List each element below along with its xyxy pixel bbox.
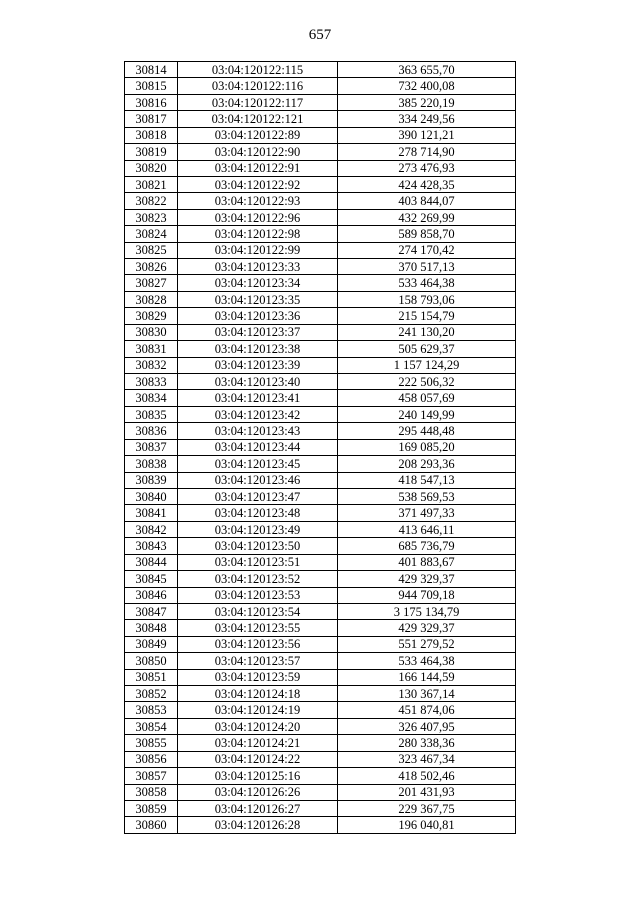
row-number-cell: 30842 <box>125 521 178 537</box>
table-body <box>125 62 516 834</box>
table-row <box>125 144 516 160</box>
cadastral-number-cell: 03:04:120122:90 <box>178 144 338 160</box>
value-cell: 323 467,34 <box>338 751 516 767</box>
table-row <box>125 751 516 767</box>
cadastral-number-cell: 03:04:120125:16 <box>178 768 338 784</box>
value-cell: 432 269,99 <box>338 209 516 225</box>
cadastral-number-cell: 03:04:120123:39 <box>178 357 338 373</box>
cadastral-number-cell: 03:04:120123:55 <box>178 620 338 636</box>
table-row <box>125 505 516 521</box>
row-number-cell: 30840 <box>125 488 178 504</box>
row-number-cell: 30815 <box>125 78 178 94</box>
table-row <box>125 62 516 78</box>
row-number-cell: 30827 <box>125 275 178 291</box>
row-number-cell: 30814 <box>125 62 178 78</box>
value-cell: 278 714,90 <box>338 144 516 160</box>
value-cell: 533 464,38 <box>338 653 516 669</box>
table-row <box>125 439 516 455</box>
table-row <box>125 521 516 537</box>
row-number-cell: 30830 <box>125 324 178 340</box>
value-cell: 196 040,81 <box>338 817 516 833</box>
cadastral-number-cell: 03:04:120126:27 <box>178 800 338 816</box>
cadastral-number-cell: 03:04:120122:99 <box>178 242 338 258</box>
value-cell: 451 874,06 <box>338 702 516 718</box>
value-cell: 429 329,37 <box>338 571 516 587</box>
table-row <box>125 374 516 390</box>
cadastral-number-cell: 03:04:120122:115 <box>178 62 338 78</box>
table-row <box>125 341 516 357</box>
cadastral-number-cell: 03:04:120123:43 <box>178 423 338 439</box>
value-cell: 413 646,11 <box>338 521 516 537</box>
row-number-cell: 30847 <box>125 603 178 619</box>
value-cell: 241 130,20 <box>338 324 516 340</box>
value-cell: 371 497,33 <box>338 505 516 521</box>
cadastral-number-cell: 03:04:120122:92 <box>178 176 338 192</box>
cadastral-number-cell: 03:04:120123:44 <box>178 439 338 455</box>
value-cell: 273 476,93 <box>338 160 516 176</box>
cadastral-number-cell: 03:04:120122:89 <box>178 127 338 143</box>
value-cell: 229 367,75 <box>338 800 516 816</box>
cadastral-number-cell: 03:04:120122:121 <box>178 111 338 127</box>
value-cell: 158 793,06 <box>338 291 516 307</box>
row-number-cell: 30824 <box>125 226 178 242</box>
row-number-cell: 30832 <box>125 357 178 373</box>
row-number-cell: 30841 <box>125 505 178 521</box>
table-row <box>125 160 516 176</box>
table-row <box>125 488 516 504</box>
cadastral-number-cell: 03:04:120123:51 <box>178 554 338 570</box>
table-row <box>125 94 516 110</box>
row-number-cell: 30855 <box>125 735 178 751</box>
row-number-cell: 30843 <box>125 538 178 554</box>
row-number-cell: 30858 <box>125 784 178 800</box>
row-number-cell: 30835 <box>125 406 178 422</box>
value-cell: 385 220,19 <box>338 94 516 110</box>
row-number-cell: 30818 <box>125 127 178 143</box>
value-cell: 403 844,07 <box>338 193 516 209</box>
cadastral-number-cell: 03:04:120123:46 <box>178 472 338 488</box>
value-cell: 505 629,37 <box>338 341 516 357</box>
value-cell: 280 338,36 <box>338 735 516 751</box>
value-cell: 334 249,56 <box>338 111 516 127</box>
cadastral-number-cell: 03:04:120124:19 <box>178 702 338 718</box>
cadastral-number-cell: 03:04:120123:35 <box>178 291 338 307</box>
table-row <box>125 472 516 488</box>
value-cell: 589 858,70 <box>338 226 516 242</box>
table-row <box>125 735 516 751</box>
row-number-cell: 30821 <box>125 176 178 192</box>
table-row <box>125 291 516 307</box>
table-row <box>125 259 516 275</box>
value-cell: 732 400,08 <box>338 78 516 94</box>
cadastral-number-cell: 03:04:120122:91 <box>178 160 338 176</box>
cadastral-number-cell: 03:04:120123:41 <box>178 390 338 406</box>
table-row <box>125 456 516 472</box>
value-cell: 401 883,67 <box>338 554 516 570</box>
row-number-cell: 30833 <box>125 374 178 390</box>
cadastral-number-cell: 03:04:120122:98 <box>178 226 338 242</box>
table-row <box>125 686 516 702</box>
table-row <box>125 587 516 603</box>
cadastral-number-cell: 03:04:120126:28 <box>178 817 338 833</box>
row-number-cell: 30839 <box>125 472 178 488</box>
value-cell: 1 157 124,29 <box>338 357 516 373</box>
cadastral-number-cell: 03:04:120122:96 <box>178 209 338 225</box>
table-row <box>125 308 516 324</box>
page-number: 657 <box>308 27 332 43</box>
row-number-cell: 30850 <box>125 653 178 669</box>
value-cell: 215 154,79 <box>338 308 516 324</box>
table-row <box>125 620 516 636</box>
cadastral-number-cell: 03:04:120124:22 <box>178 751 338 767</box>
table-row <box>125 768 516 784</box>
value-cell: 370 517,13 <box>338 259 516 275</box>
row-number-cell: 30826 <box>125 259 178 275</box>
value-cell: 685 736,79 <box>338 538 516 554</box>
cadastral-number-cell: 03:04:120122:116 <box>178 78 338 94</box>
value-cell: 222 506,32 <box>338 374 516 390</box>
table-row <box>125 226 516 242</box>
cadastral-number-cell: 03:04:120123:37 <box>178 324 338 340</box>
value-cell: 429 329,37 <box>338 620 516 636</box>
row-number-cell: 30820 <box>125 160 178 176</box>
table-row <box>125 538 516 554</box>
cadastral-number-cell: 03:04:120123:40 <box>178 374 338 390</box>
cadastral-number-cell: 03:04:120124:20 <box>178 718 338 734</box>
cadastral-number-cell: 03:04:120123:57 <box>178 653 338 669</box>
value-cell: 208 293,36 <box>338 456 516 472</box>
table-row <box>125 817 516 833</box>
row-number-cell: 30853 <box>125 702 178 718</box>
cadastral-number-cell: 03:04:120123:59 <box>178 669 338 685</box>
row-number-cell: 30819 <box>125 144 178 160</box>
value-cell: 363 655,70 <box>338 62 516 78</box>
table-row <box>125 406 516 422</box>
row-number-cell: 30852 <box>125 686 178 702</box>
table-row <box>125 636 516 652</box>
table-row <box>125 603 516 619</box>
value-cell: 458 057,69 <box>338 390 516 406</box>
value-cell: 274 170,42 <box>338 242 516 258</box>
value-cell: 424 428,35 <box>338 176 516 192</box>
table-row <box>125 176 516 192</box>
cadastral-number-cell: 03:04:120124:18 <box>178 686 338 702</box>
table-row <box>125 111 516 127</box>
row-number-cell: 30837 <box>125 439 178 455</box>
value-cell: 295 448,48 <box>338 423 516 439</box>
table-row <box>125 800 516 816</box>
row-number-cell: 30816 <box>125 94 178 110</box>
row-number-cell: 30845 <box>125 571 178 587</box>
table-row <box>125 242 516 258</box>
row-number-cell: 30828 <box>125 291 178 307</box>
value-cell: 130 367,14 <box>338 686 516 702</box>
value-cell: 390 121,21 <box>338 127 516 143</box>
cadastral-number-cell: 03:04:120123:36 <box>178 308 338 324</box>
table-row <box>125 702 516 718</box>
row-number-cell: 30856 <box>125 751 178 767</box>
cadastral-number-cell: 03:04:120126:26 <box>178 784 338 800</box>
cadastral-number-cell: 03:04:120123:48 <box>178 505 338 521</box>
value-cell: 169 085,20 <box>338 439 516 455</box>
value-cell: 240 149,99 <box>338 406 516 422</box>
cadastral-number-cell: 03:04:120123:38 <box>178 341 338 357</box>
cadastral-number-cell: 03:04:120123:54 <box>178 603 338 619</box>
table-row <box>125 423 516 439</box>
row-number-cell: 30848 <box>125 620 178 636</box>
value-cell: 551 279,52 <box>338 636 516 652</box>
value-cell: 326 407,95 <box>338 718 516 734</box>
row-number-cell: 30857 <box>125 768 178 784</box>
cadastral-number-cell: 03:04:120123:33 <box>178 259 338 275</box>
value-cell: 533 464,38 <box>338 275 516 291</box>
cadastral-number-cell: 03:04:120123:50 <box>178 538 338 554</box>
cadastral-number-cell: 03:04:120123:49 <box>178 521 338 537</box>
row-number-cell: 30834 <box>125 390 178 406</box>
table-row <box>125 571 516 587</box>
table-row <box>125 357 516 373</box>
cadastral-number-cell: 03:04:120123:53 <box>178 587 338 603</box>
value-cell: 201 431,93 <box>338 784 516 800</box>
cadastral-number-cell: 03:04:120123:52 <box>178 571 338 587</box>
row-number-cell: 30823 <box>125 209 178 225</box>
table-row <box>125 554 516 570</box>
row-number-cell: 30836 <box>125 423 178 439</box>
value-cell: 538 569,53 <box>338 488 516 504</box>
value-cell: 166 144,59 <box>338 669 516 685</box>
row-number-cell: 30822 <box>125 193 178 209</box>
cadastral-number-cell: 03:04:120123:47 <box>178 488 338 504</box>
value-cell: 418 547,13 <box>338 472 516 488</box>
cadastral-number-cell: 03:04:120123:42 <box>178 406 338 422</box>
row-number-cell: 30838 <box>125 456 178 472</box>
table-row <box>125 669 516 685</box>
row-number-cell: 30825 <box>125 242 178 258</box>
table-row <box>125 653 516 669</box>
value-cell: 3 175 134,79 <box>338 603 516 619</box>
row-number-cell: 30859 <box>125 800 178 816</box>
cadastral-number-cell: 03:04:120123:34 <box>178 275 338 291</box>
cadastral-number-cell: 03:04:120123:45 <box>178 456 338 472</box>
cadastral-number-cell: 03:04:120122:93 <box>178 193 338 209</box>
cadastral-number-cell: 03:04:120122:117 <box>178 94 338 110</box>
table-row <box>125 275 516 291</box>
value-cell: 944 709,18 <box>338 587 516 603</box>
table-row <box>125 324 516 340</box>
table-row <box>125 193 516 209</box>
row-number-cell: 30849 <box>125 636 178 652</box>
table-row <box>125 390 516 406</box>
table-row <box>125 78 516 94</box>
cadastral-number-cell: 03:04:120124:21 <box>178 735 338 751</box>
value-cell: 418 502,46 <box>338 768 516 784</box>
row-number-cell: 30846 <box>125 587 178 603</box>
cadastral-number-cell: 03:04:120123:56 <box>178 636 338 652</box>
row-number-cell: 30854 <box>125 718 178 734</box>
row-number-cell: 30817 <box>125 111 178 127</box>
table-row <box>125 784 516 800</box>
table-row <box>125 718 516 734</box>
row-number-cell: 30860 <box>125 817 178 833</box>
row-number-cell: 30844 <box>125 554 178 570</box>
table-row <box>125 209 516 225</box>
row-number-cell: 30831 <box>125 341 178 357</box>
row-number-cell: 30851 <box>125 669 178 685</box>
data-table <box>124 61 516 834</box>
row-number-cell: 30829 <box>125 308 178 324</box>
table-row <box>125 127 516 143</box>
